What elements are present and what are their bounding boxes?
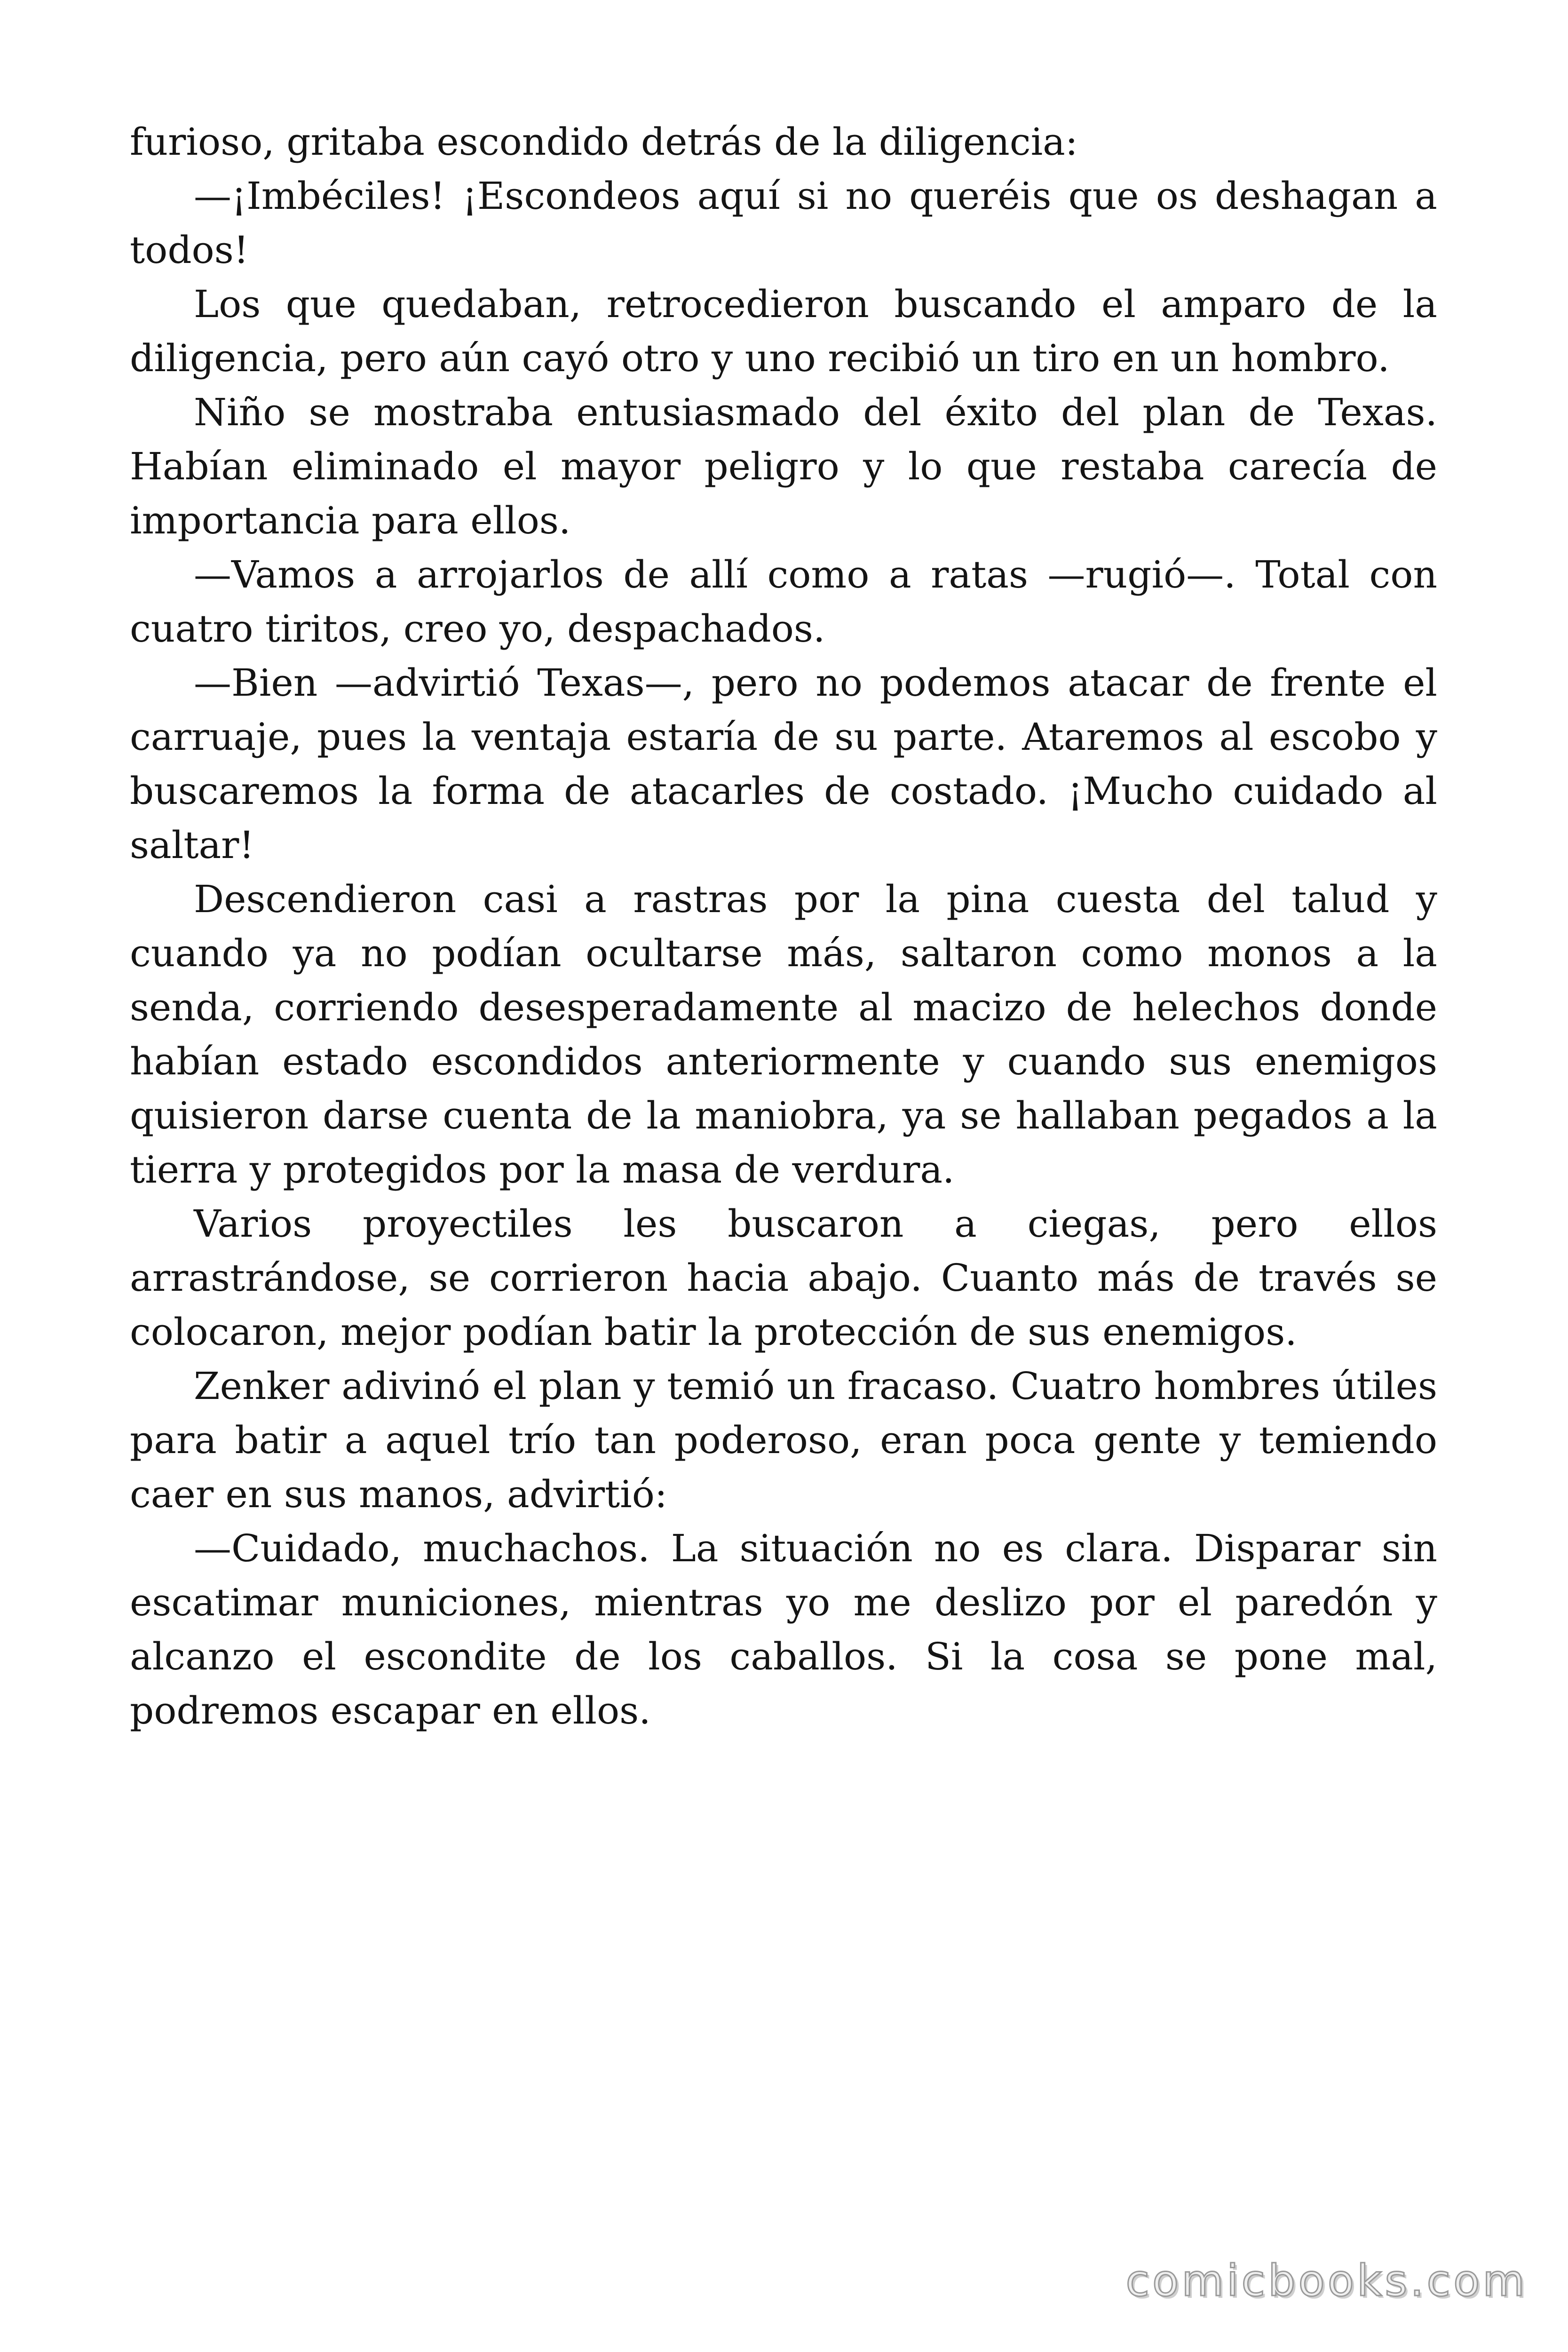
paragraph: —Cuidado, muchachos. La situación no es clara. Disparar sin escatimar municiones, mientras yo me deslizo por el paredón y alcanzo el escondite de los caballos. Si la cosa se pone mal, podremos escapar en ellos. <box>130 1526 1437 1732</box>
site-watermark: comicbooks.com <box>1125 2256 1528 2306</box>
paragraph: Varios proyectiles les buscaron a ciegas, pero ellos arrastrándose, se corrieron hacia abajo. Cuanto más de través se colocaron, mejor podían batir la protección de sus enemigos. <box>130 1202 1437 1354</box>
paragraph: Niño se mostraba entusiasmado del éxito del plan de Texas. Habían eliminado el mayor peligro y lo que restaba carecía de importancia para ellos. <box>130 390 1437 542</box>
paragraph: —Bien —advirtió Texas—, pero no podemos atacar de frente el carruaje, pues la ventaja estaría de su parte. Ataremos al escobo y buscaremos la forma de atacarles de costado. ¡Mucho cuidado al saltar! <box>130 661 1437 867</box>
body-text <box>130 115 1437 1738</box>
paragraph-continuation: furioso, gritaba escondido detrás de la diligencia: <box>130 120 1078 164</box>
paragraph: —Vamos a arrojarlos de allí como a ratas —rugió—. Total con cuatro tiritos, creo yo, despachados. <box>130 553 1437 651</box>
paragraph: —¡Imbéciles! ¡Escondeos aquí si no queréis que os deshagan a todos! <box>130 174 1437 272</box>
paragraph: Los que quedaban, retrocedieron buscando el amparo de la diligencia, pero aún cayó otro y uno recibió un tiro en un hombro. <box>130 282 1437 380</box>
paragraph: Zenker adivinó el plan y temió un fracaso. Cuatro hombres útiles para batir a aquel trío tan poderoso, eran poca gente y temiendo caer en sus manos, advirtió: <box>130 1364 1437 1516</box>
paragraph: Descendieron casi a rastras por la pina cuesta del talud y cuando ya no podían ocultarse más, saltaron como monos a la senda, corriendo desesperadamente al macizo de helechos donde habían estado escondidos anteriormente y cuando sus enemigos quisieron darse cuenta de la maniobra, ya se hallaban pegados a la tierra y protegidos por la masa de verdura. <box>130 877 1437 1192</box>
